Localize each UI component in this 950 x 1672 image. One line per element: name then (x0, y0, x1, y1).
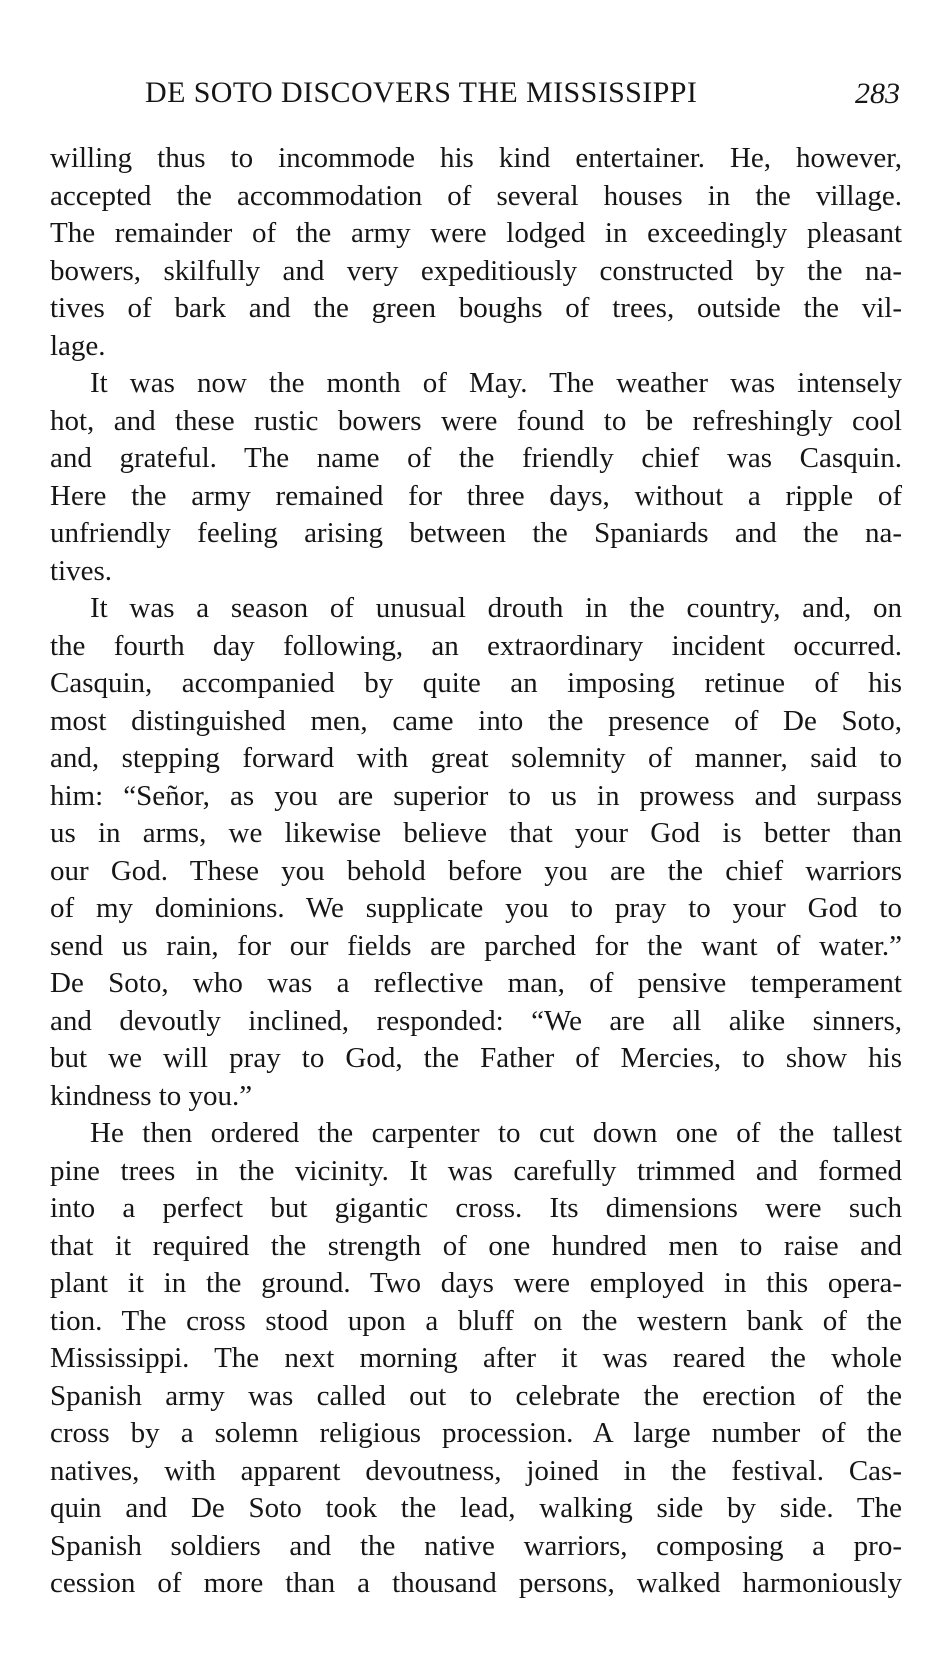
running-title: DE SOTO DISCOVERS THE MISSISSIPPI (145, 76, 698, 109)
text-line: tion. The cross stood upon a bluff on the western bank of the (50, 1304, 902, 1337)
text-line: and, stepping forward with great solemnity of manner, said to (50, 742, 902, 774)
text-line: into a perfect but gigantic cross. Its dimensions were such (50, 1192, 902, 1224)
text-line: tives of bark and the green boughs of trees, outside the vil- (50, 292, 902, 324)
text-line: hot, and these rustic bowers were found to be refreshingly cool (50, 404, 902, 437)
text-line: most distinguished men, came into the presence of De Soto, (50, 704, 902, 737)
text-line: Casquin, accompanied by quite an imposing retinue of his (50, 667, 902, 699)
text-line: bowers, skilfully and very expeditiously constructed by the na- (50, 254, 902, 287)
text-line: The remainder of the army were lodged in exceedingly pleasant (50, 217, 902, 249)
paragraph-start-line: It was now the month of May. The weather was intensely (90, 367, 902, 399)
text-line: him: “Señor, as you are superior to us in prowess and surpass (50, 779, 902, 812)
text-line: and grateful. The name of the friendly chief was Casquin. (50, 442, 902, 474)
text-line: our God. These you behold before you are the chief warriors (50, 854, 902, 887)
text-line: Spanish soldiers and the native warriors, composing a pro- (50, 1529, 902, 1562)
text-line: pine trees in the vicinity. It was carefully trimmed and formed (50, 1154, 902, 1187)
text-line: the fourth day following, an extraordinary incident occurred. (50, 629, 902, 662)
paragraph-start-line: He then ordered the carpenter to cut down one of the tallest (90, 1117, 902, 1149)
page-number: 283 (855, 77, 900, 110)
paragraph-start-line: It was a season of unusual drouth in the country, and, on (90, 592, 902, 624)
text-line: Mississippi. The next morning after it was reared the whole (50, 1342, 902, 1374)
text-line: that it required the strength of one hundred men to raise and (50, 1229, 902, 1262)
text-line: lage. (50, 329, 106, 362)
text-line: accepted the accommodation of several houses in the village. (50, 179, 902, 212)
text-line: Spanish army was called out to celebrate the erection of the (50, 1379, 902, 1412)
text-line: tives. (50, 554, 113, 587)
text-line: cession of more than a thousand persons, walked harmoniously (50, 1567, 902, 1599)
text-line: but we will pray to God, the Father of Mercies, to show his (50, 1042, 902, 1074)
text-line: willing thus to incommode his kind entertainer. He, however, (50, 142, 902, 174)
text-line: cross by a solemn religious procession. A large number of the (50, 1417, 902, 1449)
text-line: us in arms, we likewise believe that your God is better than (50, 817, 902, 849)
text-line: natives, with apparent devoutness, joined in the festival. Cas- (50, 1454, 902, 1487)
text-line: plant it in the ground. Two days were employed in this opera- (50, 1267, 902, 1299)
text-line: of my dominions. We supplicate you to pray to your God to (50, 892, 902, 924)
text-line: quin and De Soto took the lead, walking side by side. The (50, 1492, 902, 1524)
running-head (50, 76, 900, 120)
text-line: kindness to you.” (50, 1079, 253, 1112)
text-line: Here the army remained for three days, without a ripple of (50, 479, 902, 512)
text-line: send us rain, for our fields are parched for the want of water.” (50, 929, 902, 962)
body-text (50, 140, 902, 1603)
text-line: unfriendly feeling arising between the Spaniards and the na- (50, 517, 902, 549)
text-line: and devoutly inclined, responded: “We are all alike sinners, (50, 1004, 902, 1037)
text-line: De Soto, who was a reflective man, of pensive temperament (50, 967, 902, 999)
